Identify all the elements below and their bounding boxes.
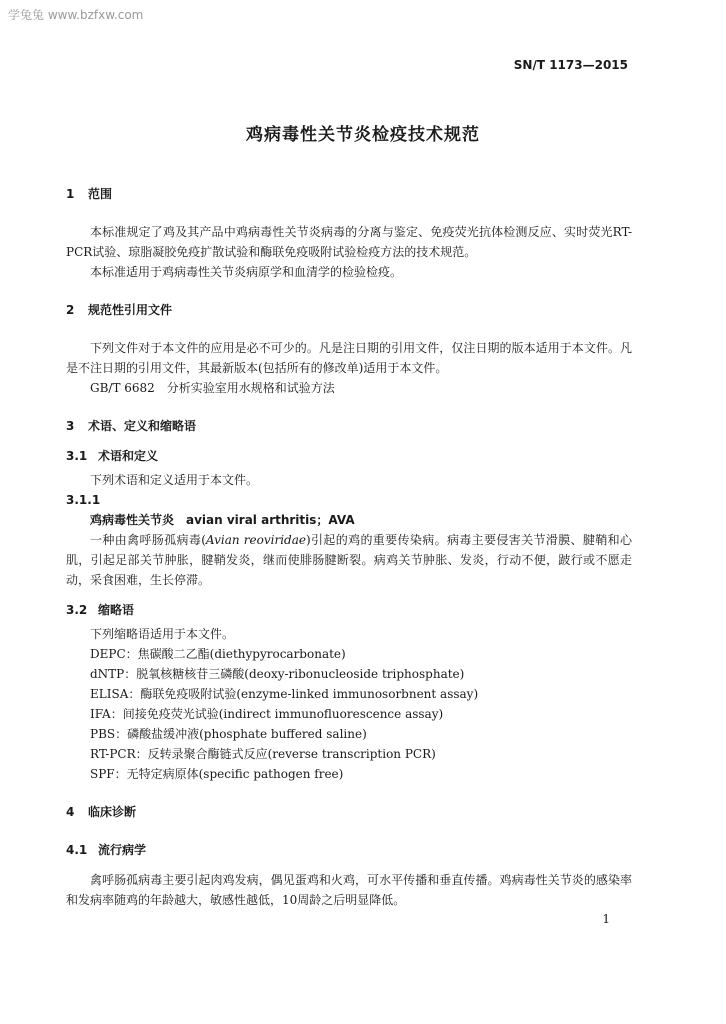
abbreviation-item: RT-PCR：反转录聚合酶链式反应(reverse transcription PCR) — [90, 747, 436, 761]
abbreviation-item: PBS：磷酸盐缓冲液(phosphate buffered saline) — [90, 727, 367, 741]
section-title: 术语、定义和缩略语 — [88, 419, 197, 433]
normative-reference: GB/T 6682 分析实验室用水规格和试验方法 — [90, 381, 335, 395]
section-title: 流行病学 — [98, 843, 147, 857]
section-3-1-1-number: 3.1.1 — [66, 493, 101, 507]
paragraph: 下列文件对于本文件的应用是必不可少的。凡是注日期的引用文件，仅注日期的版本适用于本文件。凡是不注日期的引用文件，其最新版本(包括所有的修改单)适用于本文件。 — [66, 341, 632, 375]
section-4-heading — [66, 802, 632, 822]
section-3-1-heading — [66, 446, 632, 466]
abbreviation-item: DEPC：焦碳酸二乙酯(diethypyrocarbonate) — [90, 647, 346, 661]
paragraph: 下列术语和定义适用于本文件。 — [90, 473, 259, 487]
term-entry: 鸡病毒性关节炎 avian viral arthritis；AVA — [90, 513, 355, 527]
section-number: 4.1 — [66, 843, 88, 857]
term-definition — [66, 530, 632, 590]
page-number: 1 — [602, 912, 610, 926]
document-body — [66, 184, 632, 910]
section-number: 3.1 — [66, 449, 88, 463]
section-1-heading — [66, 184, 632, 204]
section-2-heading — [66, 300, 632, 320]
abbreviation-item: ELISA：酶联免疫吸附试验(enzyme-linked immunosorbnent assay) — [90, 687, 479, 701]
definition-text: )引起的鸡的重要传染病。病毒主要侵害关节滑膜、腱鞘和心肌，引起足部关节肿胀，腱鞘发炎，继而使腓肠腱断裂。病鸡关节肿胀、发炎，行动不便，跛行或不愿走动，采食困难，生长停滞。 — [66, 533, 632, 587]
standard-number: SN/T 1173—2015 — [513, 58, 628, 72]
paragraph: 禽呼肠孤病毒主要引起肉鸡发病，偶见蛋鸡和火鸡，可水平传播和垂直传播。鸡病毒性关节炎的感染率和发病率随鸡的年龄越大，敏感性越低，10周龄之后明显降低。 — [66, 873, 632, 907]
section-3-2-heading — [66, 600, 632, 620]
document-title: 鸡病毒性关节炎检疫技术规范 — [246, 125, 480, 145]
section-number: 3.2 — [66, 603, 88, 617]
abbreviation-item: dNTP：脱氧核糖核苷三磷酸(deoxy-ribonucleoside triphosphate) — [90, 667, 465, 681]
latin-name: Avian reoviridae — [205, 533, 306, 547]
watermark: 学兔兔 www.bzfxw.com — [8, 8, 144, 22]
abbreviation-item: IFA：间接免疫荧光试验(indirect immunofluorescence assay) — [90, 707, 444, 721]
section-title: 缩略语 — [98, 603, 135, 617]
section-number: 3 — [66, 419, 75, 433]
section-number: 1 — [66, 187, 75, 201]
paragraph: 本标准规定了鸡及其产品中鸡病毒性关节炎病毒的分离与鉴定、免疫荧光抗体检测反应、实时荧光RT-PCR试验、琼脂凝胶免疫扩散试验和酶联免疫吸附试验检疫方法的技术规范。 — [66, 225, 632, 259]
section-title: 临床诊断 — [88, 805, 137, 819]
section-title: 范围 — [88, 187, 113, 201]
section-3-heading — [66, 416, 632, 436]
section-number: 2 — [66, 303, 75, 317]
section-4-1-heading — [66, 840, 632, 860]
abbreviation-item: SPF：无特定病原体(specific pathogen free) — [90, 767, 344, 781]
definition-text: 一种由禽呼肠孤病毒( — [90, 533, 206, 547]
paragraph: 下列缩略语适用于本文件。 — [90, 627, 235, 641]
paragraph: 本标准适用于鸡病毒性关节炎病原学和血清学的检验检疫。 — [90, 265, 403, 279]
section-title: 规范性引用文件 — [88, 303, 173, 317]
section-number: 4 — [66, 805, 75, 819]
section-title: 术语和定义 — [98, 449, 159, 463]
